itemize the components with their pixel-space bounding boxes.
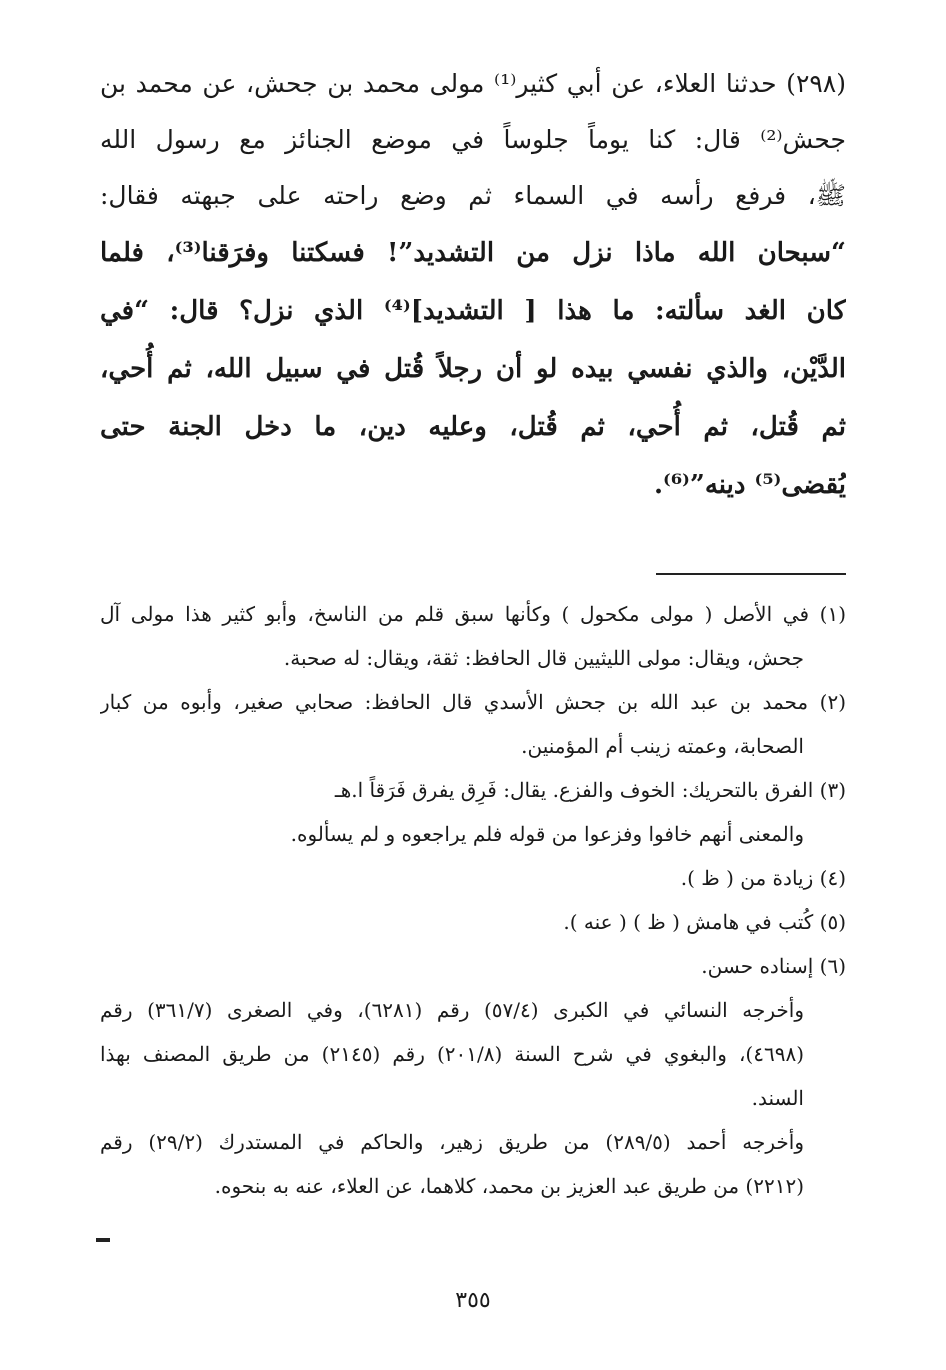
- footnote-line: (١) في الأصل ( مولى مكحول ) وكأنها سبق قلم من الناسخ، وأبو كثير هذا مولى آل: [100, 602, 846, 626]
- hadith-line: (٢٩٨) حدثنا العلاء، عن أبي كثير⁽¹⁾ مولى محمد بن جحش، عن محمد بن: [100, 69, 846, 98]
- hadith-line: ثم قُتل، ثم أُحي، ثم قُتل، وعليه دين، ما دخل الجنة حتى: [100, 412, 846, 442]
- footnote-line: (٢٢١٢) من طريق عبد العزيز بن محمد، كلاهما، عن العلاء، عنه به بنحوه.: [214, 1174, 804, 1198]
- footnote-line: (٥) كُتب في هامش ( ظ ) ( عنه ).: [563, 910, 846, 934]
- hadith-line: الدَّيْن، والذي نفسي بيده لو أن رجلاً قُتل في سبيل الله، ثم أُحي،: [100, 354, 846, 384]
- footnote-line: وأخرجه أحمد (٢٨٩/٥) من طريق زهير، والحاكم في المستدرك (٢٩/٢) رقم: [100, 1130, 804, 1154]
- footnote-line: (٣) الفرق بالتحريك: الخوف والفزع. يقال: فَرِق يفرق فَرَقاً ا.هـ: [334, 778, 846, 802]
- hadith-line: كان الغد سألته: ما هذا [ التشديد]⁽⁴⁾ الذي نزل؟ قال: “في: [100, 296, 846, 326]
- footnote-separator: [656, 573, 846, 575]
- footnote-line: السند.: [751, 1086, 804, 1110]
- footnote-line: (٤٦٩٨)، والبغوي في شرح السنة (٢٠١/٨) رقم (٢١٤٥) من طريق المصنف بهذا: [100, 1042, 804, 1066]
- footnote-line: والمعنى أنهم خافوا وفزعوا من قوله فلم يراجعوه و لم يسألوه.: [290, 822, 804, 846]
- hadith-line: “سبحان الله ماذا نزل من التشديد”! فسكتنا وفرَقنا⁽³⁾، فلما: [100, 238, 846, 268]
- hadith-line: ﷺ، فرفع رأسه في السماء ثم وضع راحته على جبهته فقال:: [100, 181, 846, 210]
- footnote-line: (٤) زيادة من ( ظ ).: [680, 866, 846, 890]
- hadith-text: [100, 56, 846, 514]
- footnote-line: وأخرجه النسائي في الكبرى (٥٧/٤) رقم (٦٢٨١)، وفي الصغرى (٣٦١/٧) رقم: [100, 998, 804, 1022]
- footnote-line: (٢) محمد بن عبد الله بن جحش الأسدي قال الحافظ: صحابي صغير، وأبوه من كبار: [100, 690, 846, 714]
- footnote-line: الصحابة، وعمته زينب أم المؤمنين.: [521, 734, 804, 758]
- footnotes: [100, 592, 846, 1208]
- continuation-mark: [96, 1238, 110, 1242]
- footnote-line: (٦) إسناده حسن.: [701, 954, 846, 978]
- hadith-line: يُقضى⁽⁵⁾ دينه”⁽⁶⁾.: [653, 470, 846, 500]
- page-number: ٣٥٥: [455, 1288, 491, 1313]
- hadith-line: جحش⁽²⁾ قال: كنا يوماً جلوساً في موضع الجنائز مع رسول الله: [100, 125, 846, 154]
- footnote-line: جحش، ويقال: مولى الليثيين قال الحافظ: ثقة، ويقال: له صحبة.: [283, 646, 804, 670]
